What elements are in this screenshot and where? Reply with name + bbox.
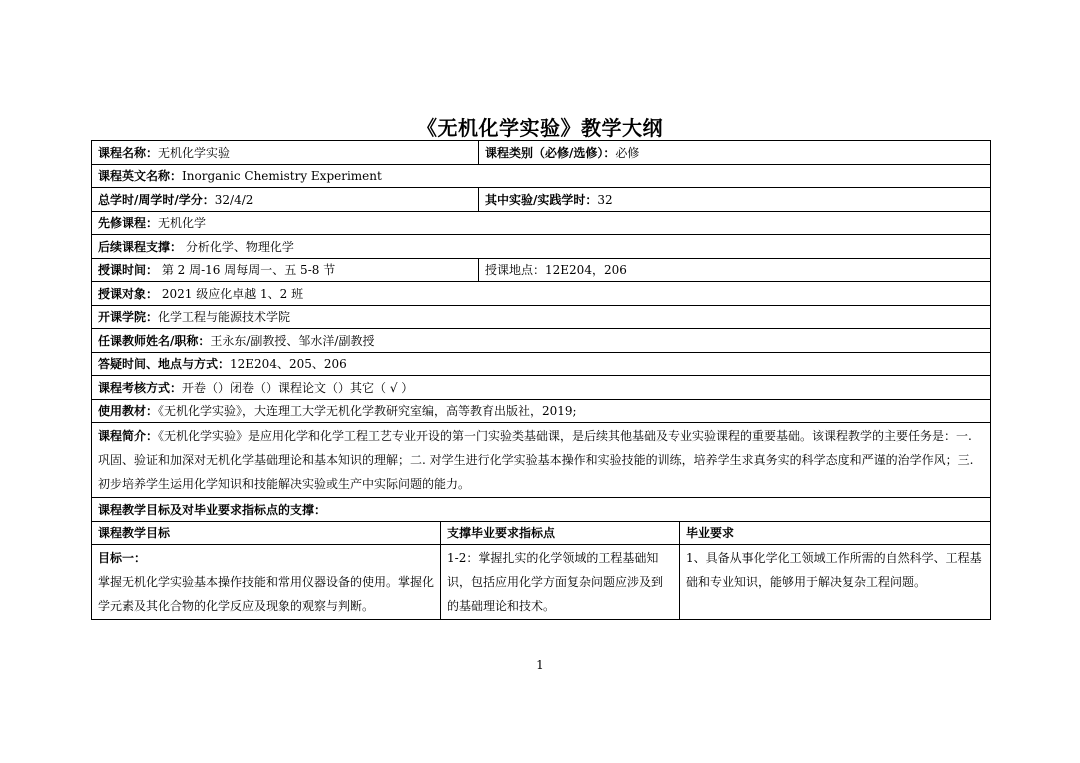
header-indicator: 支撑毕业要求指标点 xyxy=(441,521,680,545)
class-time-value: 第 2 周-16 周每周一、五 5-8 节 xyxy=(161,263,336,278)
syllabus-table xyxy=(91,140,991,620)
header-graduation-requirement: 毕业要求 xyxy=(680,521,991,545)
prerequisite-label: 先修课程： xyxy=(98,216,159,231)
page-title: 《无机化学实验》教学大纲 xyxy=(417,116,663,140)
teachers-value: 王永东/副教授、邹水洋/副教授 xyxy=(210,333,375,348)
follow-up-label: 后续课程支撑： xyxy=(98,239,183,254)
cell-indicator: 1-2：掌握扎实的化学领域的工程基础知识，包括应用化学方面复杂问题应涉及到的基础理论和技术。 xyxy=(441,545,680,620)
row-teachers xyxy=(92,329,991,353)
course-name-label: 课程名称： xyxy=(98,145,159,160)
textbook-value: 《无机化学实验》，大连理工大学无机化学教研究室编，高等教育出版社，2019; xyxy=(158,404,577,419)
class-time-label: 授课时间： xyxy=(98,263,159,278)
row-hours xyxy=(92,188,991,212)
cell-objective xyxy=(92,545,441,620)
textbook-label: 使用教材： xyxy=(98,404,159,419)
course-name-value: 无机化学实验 xyxy=(158,145,231,160)
cell-course-name xyxy=(92,141,479,165)
row-follow-up xyxy=(92,235,991,259)
intro-value: 《无机化学实验》是应用化学和化学工程工艺专业开设的第一门实验类基础课，是后续其他基础及专业实验课程的重要基础。该课程教学的主要任务是：一. 巩固、验证和加深对无机化学基础理论和基本知识的理解；二. 对学生进行化学实验基本操作和实验技能的训练，培养学生求真务实的科学态度和严谨的治学作风；三. 初步培养学生运用化学知识和技能解决实验或生产中实际问题的能力。 xyxy=(98,429,974,491)
header-course-objective: 课程教学目标 xyxy=(92,521,441,545)
hours-label: 总学时/周学时/学分： xyxy=(98,192,215,207)
assessment-label: 课程考核方式： xyxy=(98,380,183,395)
practice-hours-label: 其中实验/实践学时： xyxy=(485,192,598,207)
class-location-value: 12E204，206 xyxy=(545,263,627,278)
row-objectives-header xyxy=(92,498,991,522)
row-assessment xyxy=(92,376,991,400)
intro-label: 课程简介： xyxy=(98,429,159,443)
row-intro xyxy=(92,423,991,498)
table-row xyxy=(92,545,991,620)
row-class-time xyxy=(92,258,991,282)
objectives-table-header xyxy=(92,521,991,545)
audience-value: 2021 级应化卓越 1、2 班 xyxy=(161,286,304,301)
objectives-header-label: 课程教学目标及对毕业要求指标点的支撑： xyxy=(98,502,327,517)
row-qa xyxy=(92,352,991,376)
qa-value: 12E204、205、206 xyxy=(230,357,347,372)
course-type-label: 课程类别（必修/选修）： xyxy=(485,145,616,160)
college-value: 化学工程与能源技术学院 xyxy=(158,310,291,325)
audience-label: 授课对象： xyxy=(98,286,159,301)
assessment-value: 开卷（）闭卷（）课程论文（）其它（ √ ） xyxy=(182,380,414,395)
prerequisite-value: 无机化学 xyxy=(158,216,207,231)
objective-text: 掌握无机化学实验基本操作技能和常用仪器设备的使用。掌握化学元素及其化合物的化学反应及现象的观察与判断。 xyxy=(98,575,435,613)
row-prerequisite xyxy=(92,211,991,235)
objective-title: 目标一： xyxy=(98,551,147,565)
row-english-name xyxy=(92,164,991,188)
row-textbook xyxy=(92,399,991,423)
row-college xyxy=(92,305,991,329)
follow-up-value: 分析化学、物理化学 xyxy=(185,239,294,254)
class-location-label: 授课地点： xyxy=(485,263,546,278)
teachers-label: 任课教师姓名/职称： xyxy=(98,333,211,348)
row-course-name xyxy=(92,141,991,165)
cell-course-type xyxy=(479,141,991,165)
qa-label: 答疑时间、地点与方式： xyxy=(98,357,231,372)
practice-hours-value: 32 xyxy=(597,192,613,207)
hours-value: 32/4/2 xyxy=(214,192,254,207)
page-number: 1 xyxy=(536,658,544,672)
college-label: 开课学院： xyxy=(98,310,159,325)
cell-requirement: 1、具备从事化学化工领域工作所需的自然科学、工程基础和专业知识，能够用于解决复杂工程问题。 xyxy=(680,545,991,620)
english-name-label: 课程英文名称： xyxy=(98,169,183,184)
course-type-value: 必修 xyxy=(615,145,640,160)
row-audience xyxy=(92,282,991,306)
english-name-value: Inorganic Chemistry Experiment xyxy=(182,169,382,184)
